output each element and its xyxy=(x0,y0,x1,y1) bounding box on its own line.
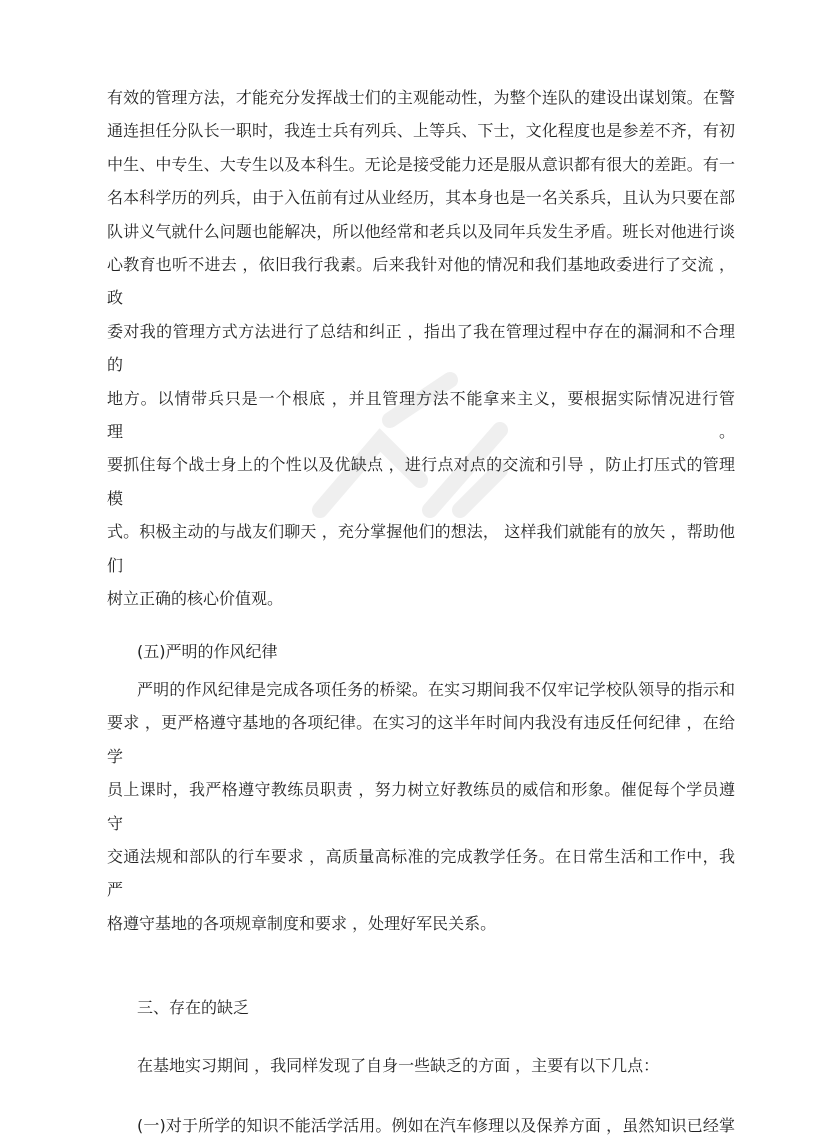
text-line: 树立正确的核心价值观。 xyxy=(107,589,284,609)
paragraph-management xyxy=(107,81,735,616)
text-line: 格遵守基地的各项规章制度和要求 ，处理好军民关系。 xyxy=(107,913,497,933)
heading-text: (五)严明的作风纪律 xyxy=(137,641,278,661)
paragraph-discipline xyxy=(107,673,735,940)
text-line: 在基地实习期间 ，我同样发现了自身一些缺乏的方面 ，主要有以下几点： xyxy=(137,1055,660,1075)
text-line: 要求 ，更严格遵守基地的各项纪律。在实习的这半年时间内我没有违反任何纪律 ，在给学 xyxy=(107,713,735,766)
text-line: 严明的作风纪律是完成各项任务的桥梁。在实习期间我不仅牢记学校队领导的指示和 xyxy=(137,679,735,699)
text-line: 委对我的管理方式方法进行了总结和纠正 ，指出了我在管理过程中存在的漏洞和不合理的 xyxy=(107,321,735,375)
text-line: 通连担任分队长一职时，我连士兵有列兵、上等兵、下士，文化程度也是参差不齐，有初 xyxy=(107,121,735,141)
section-heading-discipline xyxy=(107,635,735,668)
text-line: 要抓住每个战士身上的个性以及优缺点 ，进行点对点的交流和引导 ，防止打压式的管理模 xyxy=(107,455,735,508)
section-heading-shortcomings xyxy=(107,991,735,1024)
text-line: 员上课时，我严格遵守教练员职责 ，努力树立好教练员的威信和形象。催促每个学员遵守 xyxy=(107,780,735,833)
text-line: 有效的管理方法，才能充分发挥战士们的主观能动性，为整个连队的建设出谋划策。在警 xyxy=(107,88,735,107)
text-line: 交通法规和部队的行车要求 ，高质量高标准的完成教学任务。在日常生活和工作中，我严 xyxy=(107,846,735,900)
text-line: 中生、中专生、大专生以及本科生。无论是接受能力还是服从意识都有很大的差距。有一 xyxy=(107,154,735,174)
text-line: 地方。以情带兵只是一个根底 ，并且管理方法不能拿来主义，要根据实际情况进行管理。 xyxy=(107,388,735,442)
paragraph-intro xyxy=(107,1049,735,1082)
text-line: 名本科学历的列兵，由于入伍前有过从业经历，其本身也是一名关系兵，且认为只要在部 xyxy=(107,188,735,208)
text-line: 队讲义气就什么问题也能解决，所以他经常和老兵以及同年兵发生矛盾。班长对他进行谈 xyxy=(107,221,735,241)
text-line: (一)对于所学的知识不能活学活用。例如在汽车修理以及保养方面 ，虽然知识已经掌 xyxy=(137,1115,735,1135)
text-line: 心教育也听不进去 ，依旧我行我素。后来我针对他的情况和我们基地政委进行了交流 ，政 xyxy=(107,255,735,308)
text-line: 式。积极主动的与战友们聊天 ，充分掌握他们的想法， 这样我们就能有的放矢 ，帮助他们 xyxy=(107,522,735,575)
paragraph-point-one xyxy=(107,1109,735,1142)
heading-text: 三、存在的缺乏 xyxy=(137,998,250,1018)
